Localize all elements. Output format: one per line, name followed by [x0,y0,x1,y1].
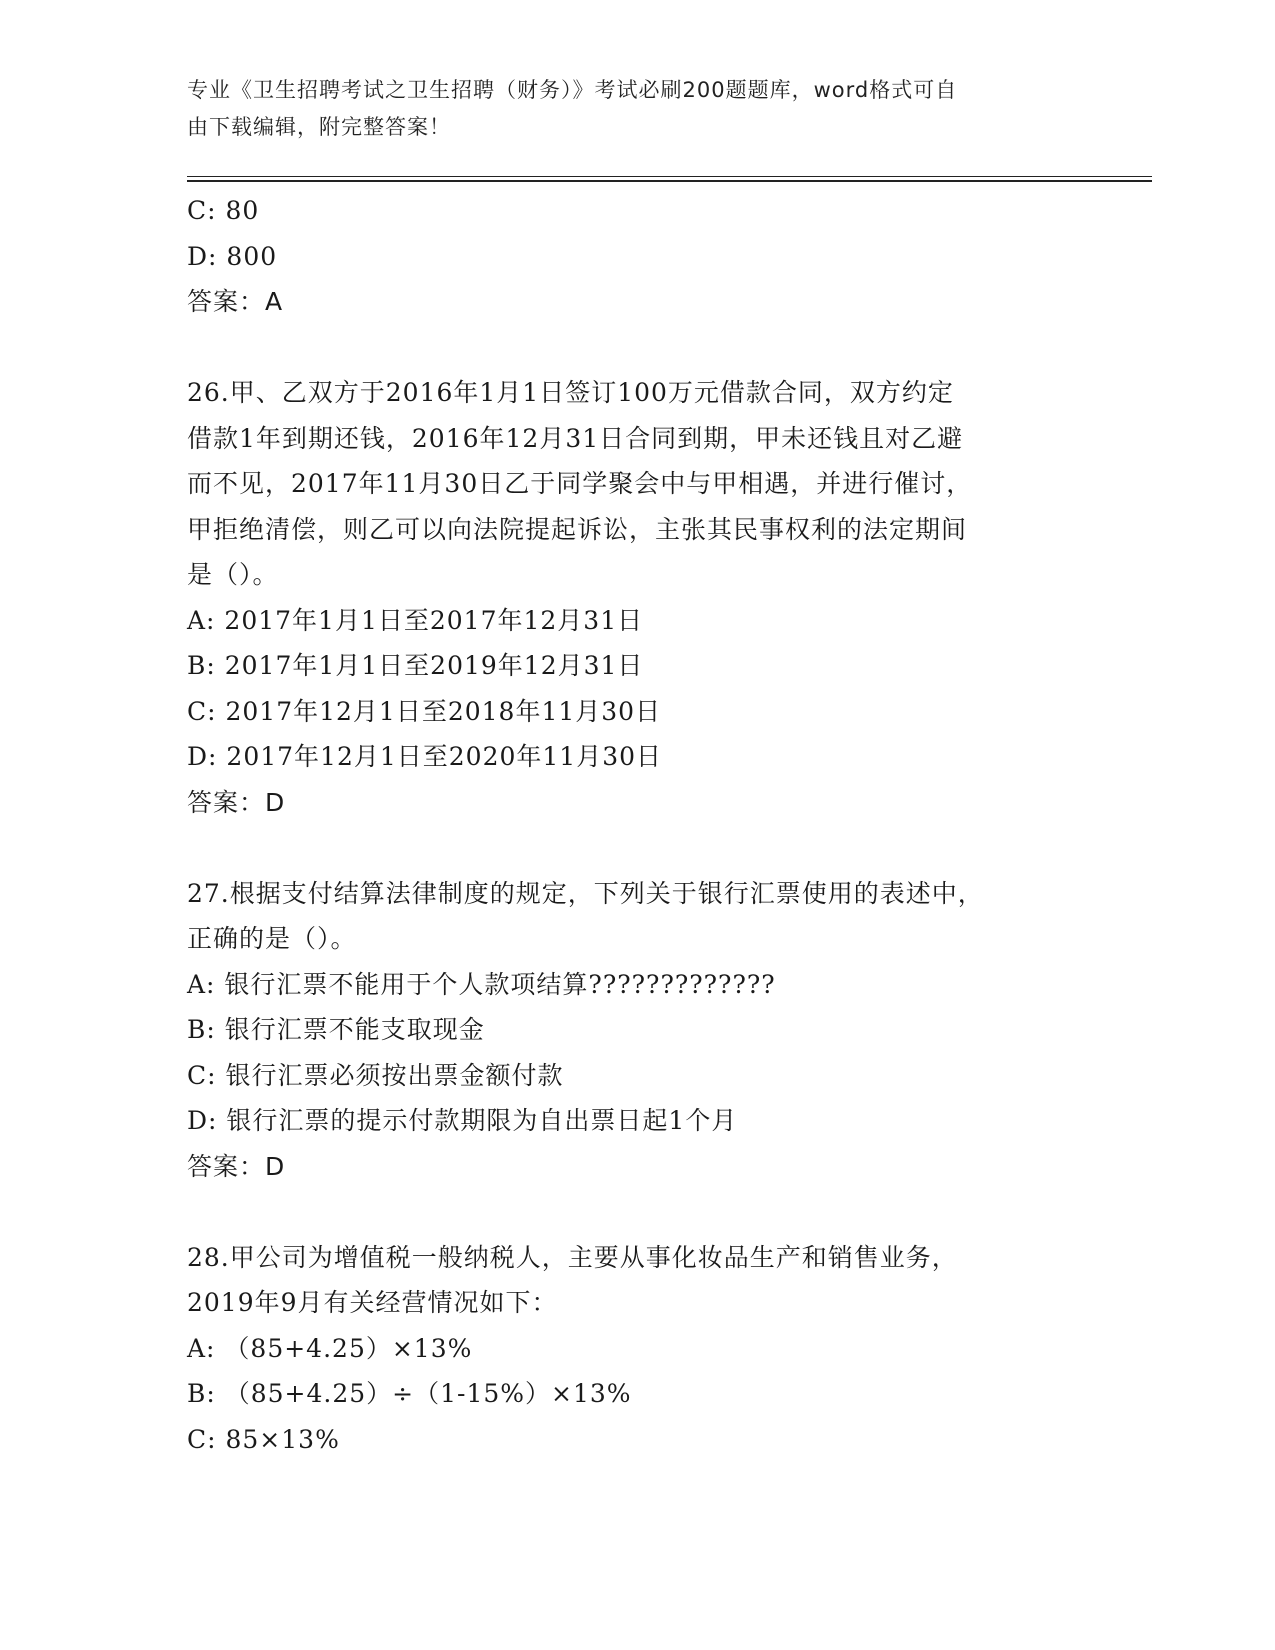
question-text-line: 是（）。 [187,560,279,589]
question-text-line: 26.甲、乙双方于2016年1月1日签订100万元借款合同，双方约定 [187,378,954,407]
question-text-line: 28.甲公司为增值税一般纳税人，主要从事化妆品生产和销售业务， [187,1242,958,1272]
option-d: D: 800 [187,241,278,271]
header-line-2: 由下载编辑，附完整答案！ [187,115,451,139]
answer: 答案：D [187,1151,286,1181]
header-rule-thin [187,176,1152,177]
option-d: D: 2017年12月1日至2020年11月30日 [187,742,663,771]
header-rule-thick [187,180,1152,182]
option-c: C: 银行汇票必须按出票金额付款 [187,1060,564,1090]
spacer [187,1189,1067,1235]
question-text-line: 借款1年到期还钱，2016年12月31日合同到期，甲未还钱且对乙避 [187,423,964,453]
question-26 [187,370,1067,825]
document-body [187,188,1067,1462]
question-text-line: 正确的是（）。 [187,924,357,953]
option-b: B: 银行汇票不能支取现金 [187,1015,485,1044]
question-27 [187,871,1067,1190]
document-header [187,72,1067,146]
answer: 答案：A [187,287,284,316]
option-d: D: 银行汇票的提示付款期限为自出票日起1个月 [187,1106,738,1135]
question-text-line: 27.根据支付结算法律制度的规定，下列关于银行汇票使用的表述中， [187,878,984,908]
question-25 [187,188,1067,325]
option-a: A: 银行汇票不能用于个人款项结算????????????? [187,969,776,999]
question-28 [187,1235,1067,1463]
question-text-line: 2019年9月有关经营情况如下： [187,1288,558,1317]
option-b: B: （85+4.25）÷（1-15%）×13% [187,1379,632,1408]
header-line-1: 专业《卫生招聘考试之卫生招聘（财务）》考试必刷200题题库，word格式可自 [187,78,958,102]
option-c: C: 85×13% [187,1424,340,1454]
option-a: A: （85+4.25）×13% [187,1333,473,1363]
option-c: C: 2017年12月1日至2018年11月30日 [187,696,662,726]
option-a: A: 2017年1月1日至2017年12月31日 [187,605,644,635]
question-text-line: 而不见，2017年11月30日乙于同学聚会中与甲相遇，并进行催讨， [187,469,973,498]
option-c: C: 80 [187,196,260,225]
spacer [187,325,1067,371]
question-text-line: 甲拒绝清偿，则乙可以向法院提起诉讼，主张其民事权利的法定期间 [187,514,968,544]
answer: 答案：D [187,787,286,817]
spacer [187,825,1067,871]
option-b: B: 2017年1月1日至2019年12月31日 [187,651,644,680]
